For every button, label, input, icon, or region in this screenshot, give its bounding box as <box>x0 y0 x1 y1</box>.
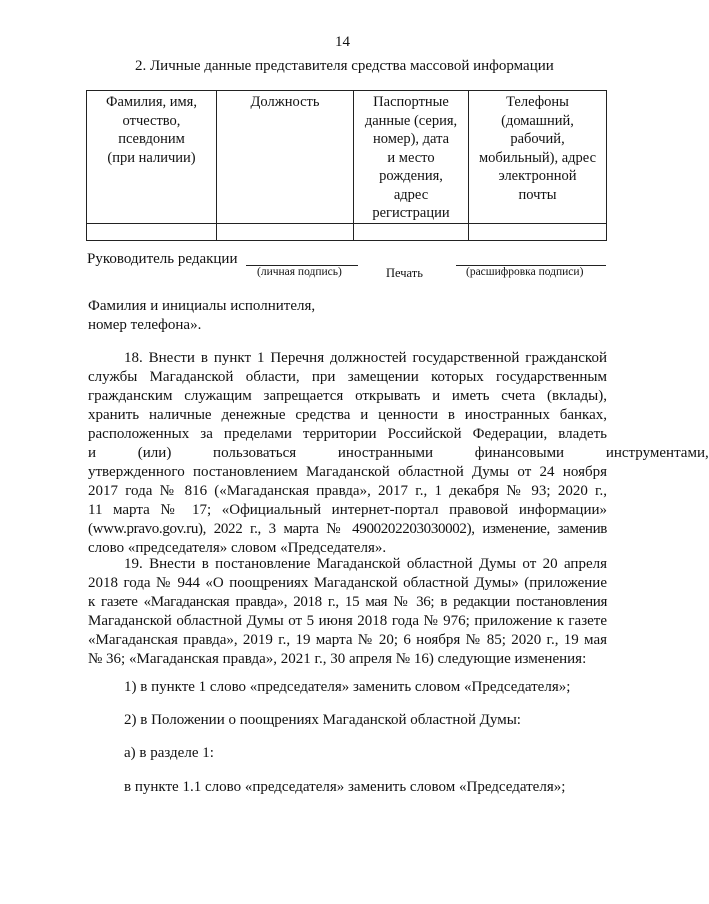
personal-data-table <box>86 90 607 241</box>
table-cell <box>87 223 217 240</box>
editor-in-chief-label: Руководитель редакции <box>87 251 238 267</box>
page-number: 14 <box>335 34 350 50</box>
section-title: 2. Личные данные представителя средства массовой информации <box>135 58 554 74</box>
seal-note: Печать <box>386 266 423 280</box>
table-cell <box>217 223 354 240</box>
table-header-row <box>87 91 607 224</box>
table-cell <box>469 223 607 240</box>
paragraph-19: 19. Внести в постановление Магаданской областной Думы от 20 апреля 2018 года № 944 «О поощрениях Магаданской областной Думы» (приложение к газете «Магаданская правда», 2018 г., 15 мая № 36; в редакции постановления Магаданской областной Думы от 5 июня 2018 года № 976; приложение к газете «Магаданская правда», 2019 г., 19 марта № 20; 6 ноября № 85; 2020 г., 19 мая № 36; «Магаданская правда», 2021 г., 30 апреля № 16) следующие изменения: <box>88 556 607 667</box>
header-passport: Паспортные данные (серия, номер), дата и место рождения, адрес регистрации <box>354 91 469 224</box>
list-item: в пункте 1.1 слово «председателя» заменить словом «Председателя»; <box>124 779 566 795</box>
table-cell <box>354 223 469 240</box>
table-row <box>87 223 607 240</box>
list-item: 1) в пункте 1 слово «председателя» заменить словом «Председателя»; <box>124 679 571 695</box>
header-full-name: Фамилия, имя, отчество, псевдоним (при наличии) <box>87 91 217 224</box>
executor-phone-label: номер телефона». <box>88 317 202 333</box>
header-phones: Телефоны (домашний, рабочий, мобильный), адрес электронной почты <box>469 91 607 224</box>
decoding-note: (расшифровка подписи) <box>466 266 584 278</box>
list-item: 2) в Положении о поощрениях Магаданской областной Думы: <box>124 712 521 728</box>
paragraph-18: 18. Внести в пункт 1 Перечня должностей государственной гражданской службы Магаданской области, при замещении которых государственным гражданским служащим запрещается открывать и иметь счета (вклады), хранить наличные денежные средства и ценности в иностранных банках, расположенных за пределами территории Российской Федерации, владеть и (или) пользоваться иностранными финансовыми инструментами, утвержденного постановлением Магаданской областной Думы от 24 ноября 2017 года № 816 («Магаданская правда», 2017 г., 1 декабря № 93; 2020 г., 11 марта № 17; «Официальный интернет-портал правовой информации» (www.pravo.gov.ru), 2022 г., 3 марта № 4900202203030002), изменение, заменив слово «председателя» словом «Председателя». <box>88 350 709 556</box>
executor-name-label: Фамилия и инициалы исполнителя, <box>88 298 316 314</box>
signature-note: (личная подпись) <box>257 266 342 278</box>
list-item: а) в разделе 1: <box>124 745 214 761</box>
header-position: Должность <box>217 91 354 224</box>
